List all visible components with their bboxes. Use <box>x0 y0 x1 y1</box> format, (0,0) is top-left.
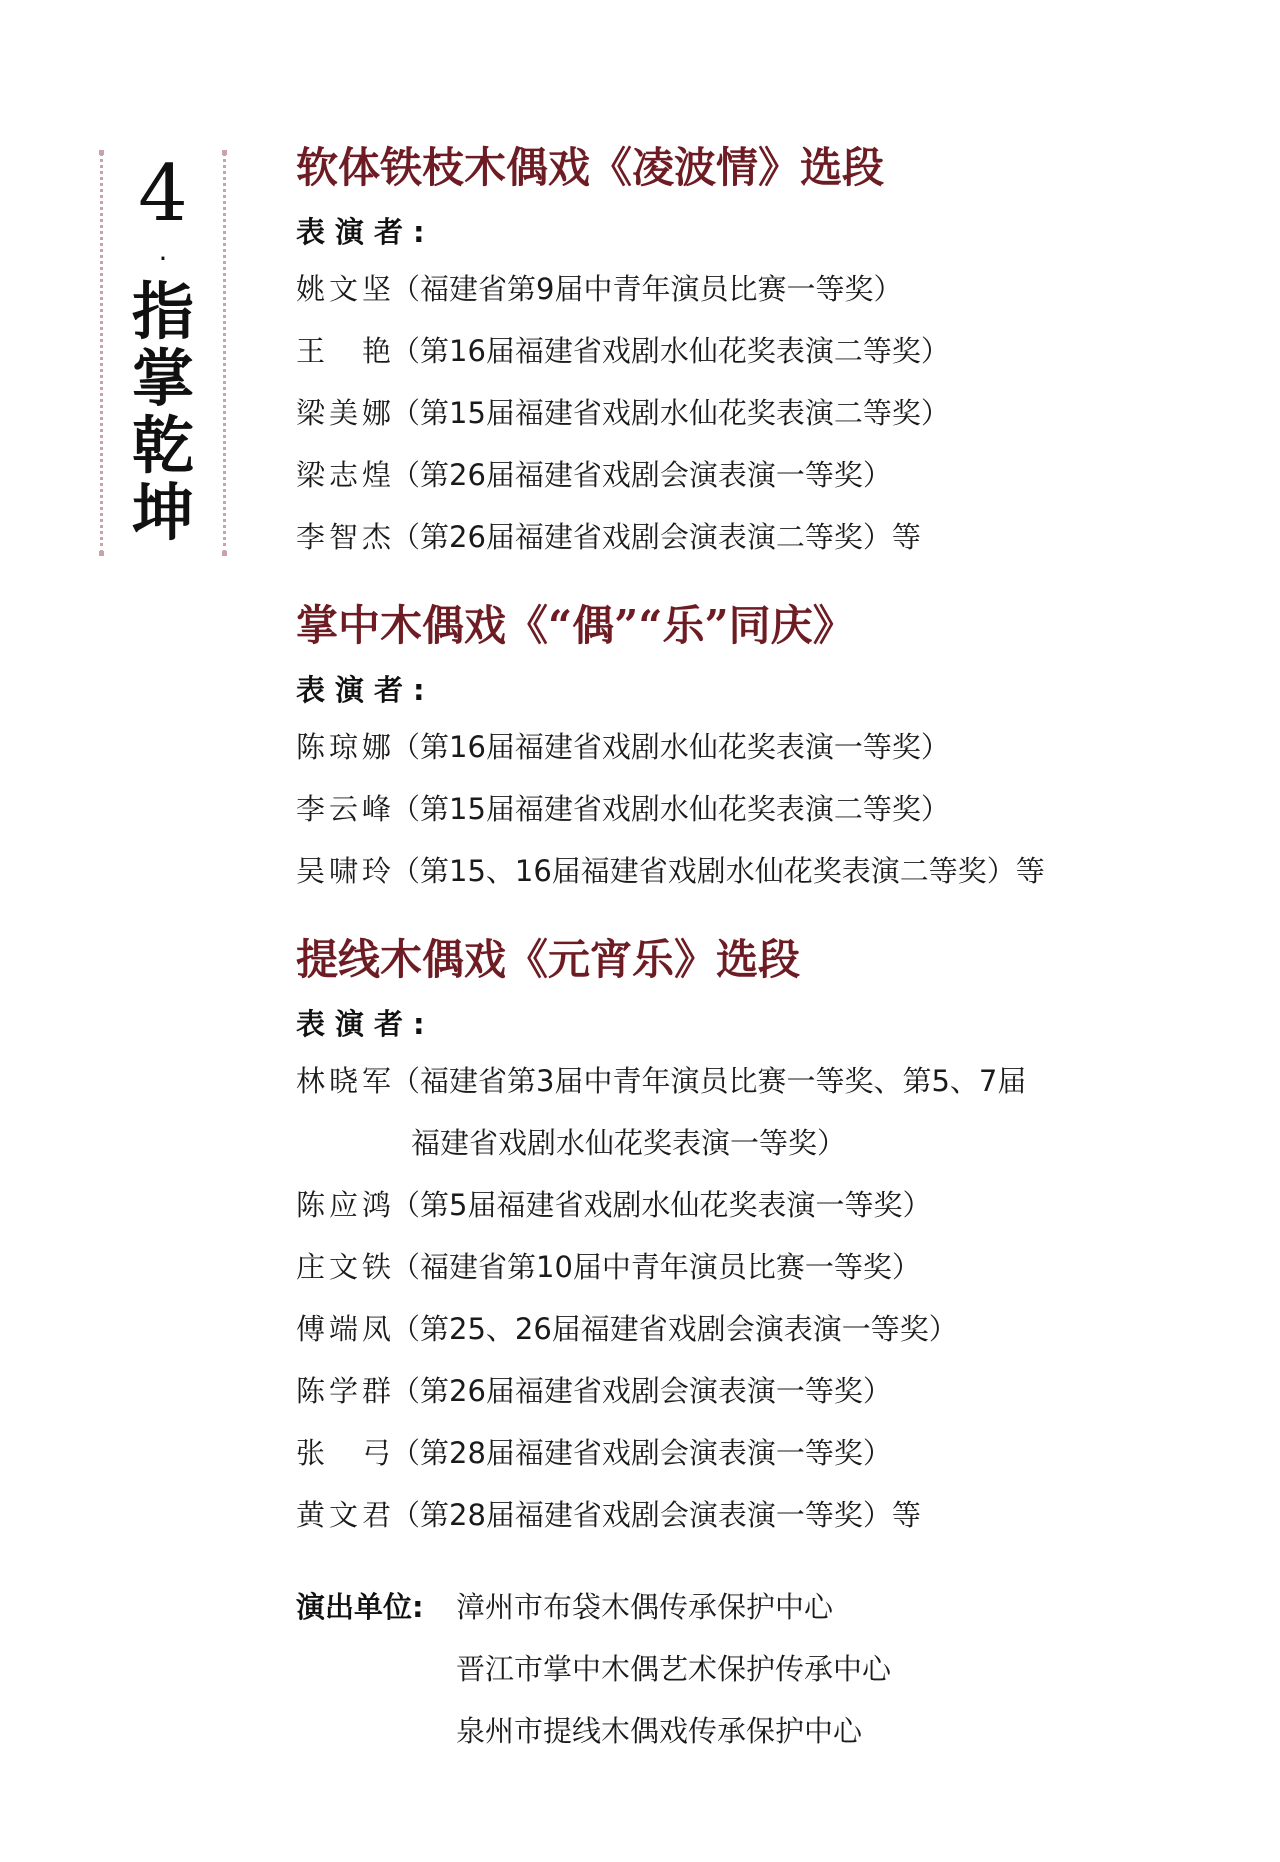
program-name-vertical <box>100 275 226 549</box>
performer-row <box>296 1422 1256 1484</box>
performer-row <box>296 320 1256 382</box>
performer-row <box>296 1174 1256 1236</box>
section-title: 掌中木偶戏《“偶”“乐”同庆》 <box>296 601 855 650</box>
performer-row <box>296 1050 1256 1112</box>
performer-award: （福建省第9届中青年演员比赛一等奖） <box>391 272 903 306</box>
performer-row <box>296 258 1256 320</box>
performer-name: 王艳 <box>296 334 391 368</box>
performer-row <box>296 444 1256 506</box>
section-yuanxiaole <box>296 932 1256 1546</box>
performer-award: （第16届福建省戏剧水仙花奖表演二等奖） <box>391 334 950 368</box>
performer-name: 林晓军 <box>296 1064 391 1098</box>
performer-row <box>296 382 1256 444</box>
section-lingboqing <box>296 140 1256 568</box>
performer-award: （第5届福建省戏剧水仙花奖表演一等奖） <box>391 1188 932 1222</box>
performer-award: （福建省第3届中青年演员比赛一等奖、第5、7届 <box>391 1064 1027 1098</box>
unit-item: 漳州市布袋木偶传承保护中心 <box>456 1590 834 1624</box>
performer-name: 黄文君 <box>296 1498 391 1532</box>
performer-label: 表演者: <box>296 1007 435 1041</box>
performer-name: 姚文坚 <box>296 272 391 306</box>
performer-row <box>296 840 1256 902</box>
program-content <box>296 140 1256 1762</box>
section-title: 软体铁枝木偶戏《凌波情》选段 <box>296 143 885 192</box>
performer-award: （福建省第10届中青年演员比赛一等奖） <box>391 1250 921 1284</box>
performer-row <box>296 1484 1256 1546</box>
performer-name: 傅端凤 <box>296 1312 391 1346</box>
performer-award: （第26届福建省戏剧会演表演一等奖） <box>391 1374 892 1408</box>
performer-award: （第16届福建省戏剧水仙花奖表演一等奖） <box>391 730 950 764</box>
units-label: 演出单位: <box>296 1590 424 1624</box>
performer-award: （第26届福建省戏剧会演表演一等奖） <box>391 458 892 492</box>
performer-name: 陈应鸿 <box>296 1188 391 1222</box>
performer-name: 陈学群 <box>296 1374 391 1408</box>
performer-name: 张弓 <box>296 1436 391 1470</box>
performing-units <box>296 1576 1256 1762</box>
performer-award: （第25、26届福建省戏剧会演表演一等奖） <box>391 1312 958 1346</box>
performer-row <box>296 1360 1256 1422</box>
unit-item: 泉州市提线木偶戏传承保护中心 <box>456 1714 863 1748</box>
section-oule-tongqing <box>296 598 1256 902</box>
performer-award: （第15届福建省戏剧水仙花奖表演二等奖） <box>391 792 950 826</box>
side-title <box>100 149 226 554</box>
performer-row <box>296 1236 1256 1298</box>
program-name-char: 坤 <box>131 476 194 549</box>
performer-row-continuation <box>296 1112 1256 1174</box>
performer-award: （第15届福建省戏剧水仙花奖表演二等奖） <box>391 396 950 430</box>
performer-name: 梁志煌 <box>296 458 391 492</box>
performer-name: 李云峰 <box>296 792 391 826</box>
units-list <box>456 1576 891 1762</box>
performer-name: 李智杰 <box>296 520 391 554</box>
performer-award: 福建省戏剧水仙花奖表演一等奖） <box>411 1126 847 1160</box>
performer-row <box>296 778 1256 840</box>
performer-award: （第26届福建省戏剧会演表演二等奖）等 <box>391 520 921 554</box>
program-name-char: 乾 <box>131 409 194 482</box>
program-name-char: 指 <box>131 275 194 348</box>
performer-award: （第28届福建省戏剧会演表演一等奖）等 <box>391 1498 921 1532</box>
performer-name: 陈琼娜 <box>296 730 391 764</box>
section-title: 提线木偶戏《元宵乐》选段 <box>296 935 801 984</box>
program-number: 4 <box>138 149 188 239</box>
program-number-dot: · <box>158 242 168 275</box>
performer-award: （第15、16届福建省戏剧水仙花奖表演二等奖）等 <box>391 854 1045 888</box>
program-name-char: 掌 <box>131 342 194 415</box>
performer-award: （第28届福建省戏剧会演表演一等奖） <box>391 1436 892 1470</box>
performer-label: 表演者: <box>296 673 435 707</box>
performer-label: 表演者: <box>296 215 435 249</box>
performer-name: 梁美娜 <box>296 396 391 430</box>
performer-name: 庄文铁 <box>296 1250 391 1284</box>
performer-row <box>296 1298 1256 1360</box>
unit-item: 晋江市掌中木偶艺术保护传承中心 <box>456 1652 892 1686</box>
performer-name: 吴啸玲 <box>296 854 391 888</box>
performer-row <box>296 506 1256 568</box>
performer-row <box>296 716 1256 778</box>
